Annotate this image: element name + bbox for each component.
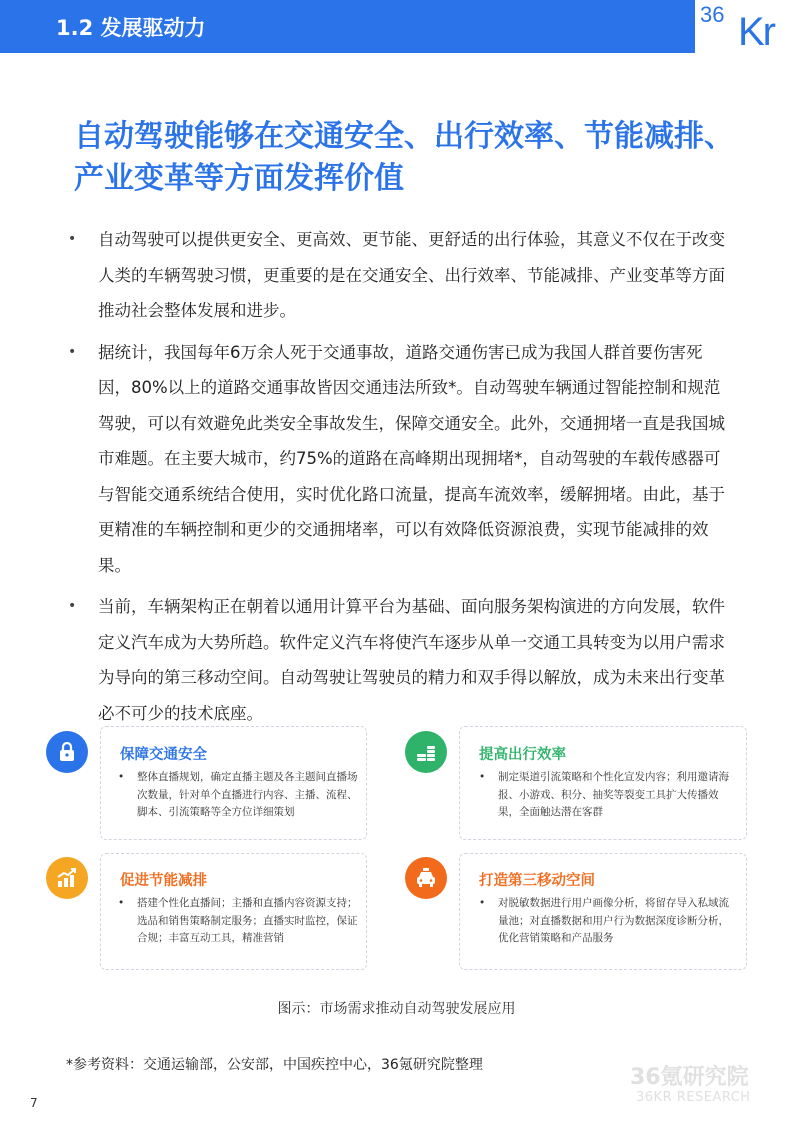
bullet-list [66,222,726,737]
figure-caption: 图示：市场需求推动自动驾驶发展应用 [277,1001,516,1017]
card-list [476,769,738,822]
card-title: 保障交通安全 [120,747,207,763]
bullet-item: • 自动驾驶可以提供更安全、更高效、更节能、更舒适的出行体验，其意义不仅在于改变人类的车辆驾驶习惯，更重要的是在交通安全、出行效率、节能减排、产业变革等方面推动社会整体发展和进步。 [66,222,726,329]
card-text: • 制定渠道引流策略和个性化宣发内容；利用邀请海报、小游戏、积分、抽奖等裂变工具扩大传播效果，全面触达潜在客群 [476,769,738,822]
card-list [115,895,367,948]
logo [700,0,793,53]
page-number: 7 [30,1096,38,1110]
card-text: • 对脱敏数据进行用户画像分析，将留存导入私域流量池；对直播数据和用户行为数据深度诊断分析，优化营销策略和产品服务 [476,895,738,948]
logo-letters: Kr [738,10,774,54]
money-icon [405,731,447,773]
bullet-item: • 据统计，我国每年6万余人死于交通事故，道路交通伤害已成为我国人群首要伤害死因，80%以上的道路交通事故皆因交通违法所致*。自动驾驶车辆通过智能控制和规范驾驶，可以有效避免此类安全事故发生，保障交通安全。此外，交通拥堵一直是我国城市难题。在主要大城市，约75%的道路在高峰期出现拥堵*，自动驾驶的车载传感器可与智能交通系统结合使用，实时优化路口流量，提高车流效率，缓解拥堵。由此，基于更精准的车辆控制和更少的交通拥堵率，可以有效降低资源浪费，实现节能减排的效果。 [66,335,726,584]
bullet-item: • 当前，车辆架构正在朝着以通用计算平台为基础、面向服务架构演进的方向发展，软件定义汽车成为大势所趋。软件定义汽车将使汽车逐步从单一交通工具转变为以用户需求为导向的第三移动空间。自动驾驶让驾驶员的精力和双手得以解放，成为未来出行变革必不可少的技术底座。 [66,589,726,731]
card-list [476,895,738,948]
watermark-en: 36KR RESEARCH [636,1090,751,1105]
lock-icon [46,731,88,773]
card-title: 打造第三移动空间 [479,873,595,889]
card-list [115,769,367,822]
card-text: • 整体直播规划，确定直播主题及各主题间直播场次数量，针对单个直播进行内容、主播、流程、脚本、引流策略等全方位详细策划 [115,769,367,822]
card-title: 促进节能减排 [120,873,207,889]
car-icon [405,857,447,899]
card-title: 提高出行效率 [479,747,566,763]
chart-icon [46,857,88,899]
watermark-cn: 36氪研究院 [630,1065,749,1090]
page-title: 自动驾驶能够在交通安全、出行效率、节能减排、产业变革等方面发挥价值 [74,119,734,196]
references: *参考资料：交通运输部，公安部，中国疾控中心，36氪研究院整理 [66,1057,483,1073]
card-text: • 搭建个性化直播间；主播和直播内容资源支持；选品和销售策略制定服务；直播实时监控，保证合规；丰富互动工具，精准营销 [115,895,367,948]
section-title: 1.2 发展驱动力 [56,16,206,40]
logo-number: 36 [700,2,725,27]
